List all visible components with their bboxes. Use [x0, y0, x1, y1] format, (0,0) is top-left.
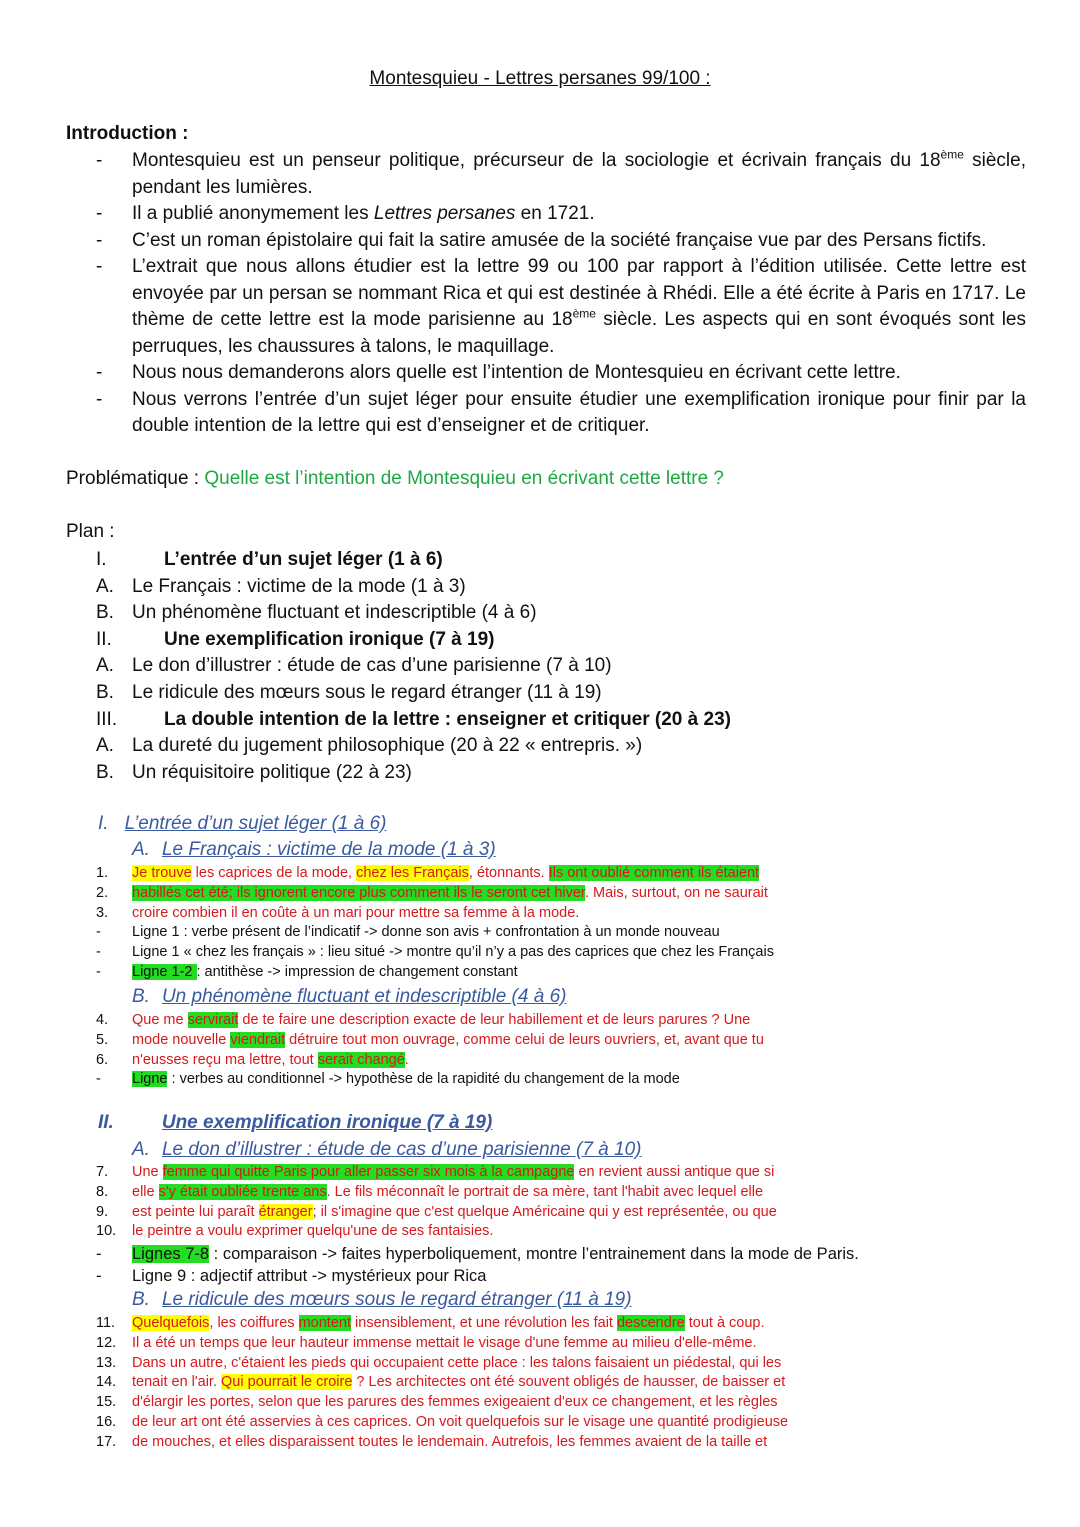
- problematique-label: Problématique :: [66, 468, 205, 489]
- intro-heading: Introduction :: [66, 123, 189, 144]
- intro-item: - L’extrait que nous allons étudier est la lettre 99 ou 100 par rapport à l’édition utilisée. Cette lettre est envoyée par un persan se nommant Rica et qui est destinée à Rhédi. Elle a été écrite à Paris en 1717. Le thème de cette lettre est la mode parisienne au 18ème siècle. Les aspects qui en sont évoqués sont les perruques, les chaussures à talons, le maquillage.: [96, 254, 1026, 360]
- intro-item: - Nous nous demanderons alors quelle est l’intention de Montesquieu en écrivant cette lettre.: [96, 360, 1026, 387]
- section-2a-heading: A. Le don d’illustrer : étude de cas d’une parisienne (7 à 10): [132, 1139, 642, 1160]
- intro-list: [96, 148, 1026, 440]
- intro-item: - Nous verrons l’entrée d’un sujet léger pour ensuite étudier une exemplification ironique pour finir par la double intention de la lettre qui est d’enseigner et de critiquer.: [96, 387, 1026, 440]
- section-1a-heading: A. Le Français : victime de la mode (1 à 3): [132, 839, 496, 860]
- intro-item: - C’est un roman épistolaire qui fait la satire amusée de la société française vue par des Persans fictifs.: [96, 228, 1026, 255]
- problematique-question: Quelle est l’intention de Montesquieu en écrivant cette lettre ?: [204, 468, 725, 489]
- problematique: [66, 468, 724, 490]
- document-title: Montesquieu - Lettres persanes 99/100 :: [369, 68, 711, 89]
- section-2-heading: II. Une exemplification ironique (7 à 19): [98, 1112, 493, 1133]
- document-page: Montesquieu - Lettres persanes 99/100 : Introduction : - Montesquieu est un penseur politique, précurseur de la sociologie et écrivain français du 18ème siècle, pendant les lumières. - Il a publié anonymement les Lettres persanes en 1721. - C’est un roman épistolaire qui fait la satire amusée de la société française vue par des Persans fictifs. - L’extrait que nous allons étudier est la lettre 99 ou 100 par rapport à l’édition utilisée. Cette lettre est envoyée par un persan se nommant Rica et qui est destinée à Rhédi. Elle a été écrite à Paris en 1717. Le thème de cette lettre est la mode parisienne au 18ème siècle. Les aspects qui en sont évoqués sont les perruques, les chaussures à talons, le maquillage. - Nous nous demanderons alors quelle est l’intention de Montesquieu en écrivant cette lettre. - Nous verrons l’entrée d’un sujet léger pour ensuite étudier une exemplification ironique pour finir par la double intention de la lettre qui est d’enseigner et de critiquer. Problématique : Quelle est l’intention de Montesquieu en écrivant cette lettre ? Plan : I. L’entrée d’un sujet léger (1 à 6) A. Le Français : victime de la mode (1 à 3) B. Un phénomène fluctuant et indescriptible (4 à 6) II. Une exemplification ironique (7 à 19) A. Le don d’illustrer : étude de cas d’une parisienne (7 à 10) B. Le ridicule des mœurs sous le regard étranger (11 à 19) III. La double intention de la lettre : enseigner et critiquer (20 à 23) A. La dureté du jugement philosophique (20 à 22 « entrepris. ») B. Un réquisitoire politique (22 à 23) I. L’entrée d’un sujet léger (1 à 6) A. Le Français : victime de la mode (1 à 3) 1. Je trouve les caprices de la mode, chez les Français, étonnants. Ils ont oublié comment ils étaient 2. habillés cet été; ils ignorent encore plus comment ils le seront cet hiver. Mais, surtout, on ne saurait 3. croire combien il en coûte à un mari pour mettre sa femme à la mode. - Ligne 1 : verbe présent de l’indicatif -> donne son avis + confrontation à un monde nouveau - Ligne 1 « chez les français » : lieu situé -> montre qu’il n’y a pas des caprices que chez les Français - Ligne 1-2 : antithèse -> impression de changement constant B. Un phénomène fluctuant et indescriptible (4 à 6) 4. Que me servirait de te faire une description exacte de leur habillement et de leurs parures ? Une 5. mode nouvelle viendrait détruire tout mon ouvrage, comme celui de leurs ouvriers, et, avant que tu 6. n'eusses reçu ma lettre, tout serait changé. - Ligne : verbes au conditionnel -> hypothèse de la rapidité du changement de la mode II. Une exemplification ironique (7 à 19) A. Le don d’illustrer : étude de cas d’une parisienne (7 à 10) 7. Une femme qui quitte Paris pour aller passer six mois à la campagne en revient aussi antique que si 8. elle s'y était oubliée trente ans. Le fils méconnaît le portrait de sa mère, tant l'habit avec lequel elle 9. est peinte lui paraît étranger; il s'imagine que c'est quelque Américaine qui y est représentée, ou que 10. le peintre a voulu exprimer quelqu'une de ses fantaisies. - Lignes 7-8 : comparaison -> faites hyperboliquement, montre l’entrainement dans la mode de Paris. - Ligne 9 : adjectif attribut -> mystérieux pour Rica B. Le ridicule des mœurs sous le regard étranger (11 à 19) 11. Quelquefois, les coiffures montent insensiblement, et une révolution les fait descendre tout à coup. 12. Il a été un temps que leur hauteur immense mettait le visage d'une femme au milieu d'elle-même. 13. Dans un autre, c'étaient les pieds qui occupaient cette place : les talons faisaient un piédestal, qui les 14. tenait en l'air. Qui pourrait le croire ? Les architectes ont été souvent obligés de hausser, de baisser et 15. d'élargir les portes, selon que les parures des femmes exigeaient d'eux ce changement, et les règles 16. de leur art ont été asservies à ces caprices. On voit quelquefois sur le visage une quantité prodigieuse 17. de mouches, et elles disparaissent toutes le lendemain. Autrefois, les femmes avaient de la taille et: [0, 0, 1080, 1527]
- intro-item: - Il a publié anonymement les Lettres persanes en 1721.: [96, 201, 1026, 228]
- section-1-heading: I. L’entrée d’un sujet léger (1 à 6): [98, 813, 387, 834]
- section-1b-heading: B. Un phénomène fluctuant et indescriptible (4 à 6): [132, 986, 567, 1007]
- plan-heading: Plan :: [66, 521, 115, 542]
- section-2b-heading: B. Le ridicule des mœurs sous le regard étranger (11 à 19): [132, 1289, 632, 1310]
- intro-item: - Montesquieu est un penseur politique, précurseur de la sociologie et écrivain français du 18ème siècle, pendant les lumières.: [96, 148, 1026, 201]
